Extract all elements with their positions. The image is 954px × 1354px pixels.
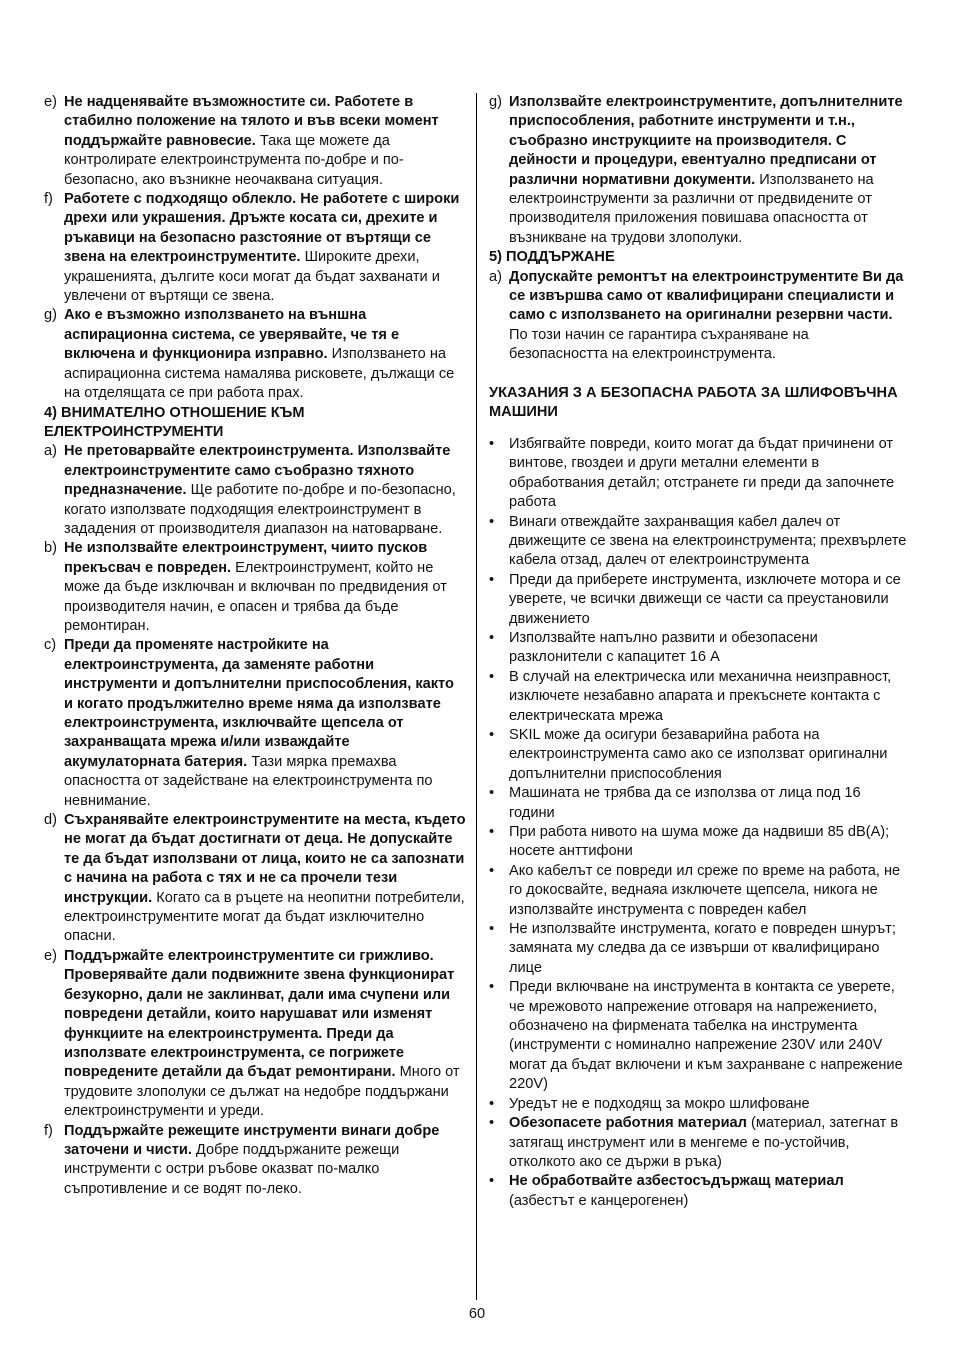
item-regular-text: Много от трудовите злополуки се дължат на недобре поддържани електроинструменти и уреди.	[64, 1064, 460, 1120]
item-text	[509, 784, 910, 823]
item-bold-text: Преди да променяте настройките на електроинструмента, да заменяте работни инструменти и допълнителни приспособления, както и когато продължително време няма да използвате електроинструмента, изключвайте щепсела от захранващата мрежа и/или изваждайте акумулаторната батерия.	[64, 637, 454, 770]
item-text	[64, 190, 466, 306]
item-text	[509, 629, 910, 668]
item-text	[509, 668, 910, 726]
bullet-item	[489, 513, 910, 571]
item-text	[509, 435, 910, 513]
item-bold-text: Съхранявайте електроинструментите на места, където не могат да бъдат достигнати от деца. Не допускайте те да бъдат използвани от лица, които не са запознати с начина на работа с тях и не са прочели тези инструкции.	[64, 812, 466, 906]
bullet-icon: •	[489, 862, 495, 879]
list-item	[44, 93, 466, 190]
item-regular-text: Когато са в ръцете на неопитни потребители, електроинструментите могат да бъдат изключително опасни.	[64, 889, 465, 945]
column-divider	[476, 93, 477, 1300]
bullet-list	[489, 435, 910, 1211]
item-regular-text: Широките дрехи, украшенията, дългите коси могат да бъдат захванати и увлечени от въртящи се звена.	[64, 249, 440, 305]
item-regular-text: Преди включване на инструмента в контакта се уверете, че мрежовото напрежение отговаря на напрежението, обозначено на фирмената табелка на инструмента (инструменти с номинално напрежение 230V или 240V могат да бъдат включени и към захранване с напрежение 220V)	[509, 979, 903, 1093]
item-bold-text: Допускайте ремонтът на електроинструментите Ви да се извършва само от квалифицирани специалисти и само с използването на оригинални резервни части.	[509, 268, 904, 324]
bullet-item	[489, 862, 910, 920]
item-text	[509, 268, 910, 365]
item-regular-text: (азбестът е канцерогенен)	[509, 1192, 689, 1209]
bullet-icon: •	[489, 824, 495, 841]
item-regular-text: Ще работите по-добре и по-безопасно, когато използвате подходящия електроинструмент в зададения от производителя диапазон на натоварване.	[64, 482, 456, 537]
item-marker: c)	[44, 637, 57, 654]
item-regular-text: По този начин се гарантира съхраняване на безопасността на електроинструмента.	[509, 326, 809, 363]
bullet-item	[489, 629, 910, 668]
item-text	[64, 306, 466, 403]
bullet-item	[489, 571, 910, 629]
item-regular-text: Тази мярка премахва опасността от задействане на електроинструмента по невнимание.	[64, 753, 433, 809]
bullet-icon: •	[489, 921, 495, 938]
right-column	[489, 93, 910, 1211]
item-regular-text: Машината не трябва да се използва от лица под 16 години	[509, 785, 861, 821]
bullet-icon: •	[489, 726, 495, 743]
item-marker: f)	[44, 1122, 53, 1139]
bullet-icon: •	[489, 435, 495, 452]
item-marker: e)	[44, 947, 57, 964]
item-regular-text: Не използвайте инструмента, когато е повреден шнурът; замяната му следва да се извърши от квалифицирано лице	[509, 921, 896, 976]
item-regular-text: При работа нивото на шума може да надвиши 85 dB(A); носете анттифони	[509, 824, 890, 860]
list-item	[44, 811, 466, 947]
item-regular-text: Ако кабелът се повреди ил среже по време на работа, не го докосвайте, веднаяа изключете щепсела, никога не използвайте инструмента с повреден кабел	[509, 862, 901, 918]
left-list-2	[44, 442, 466, 1199]
section-4-heading: 4) ВНИМАТЕЛНО ОТНОШЕНИЕ КЪМ ЕЛЕКТРОИНСТРУМЕНТИ	[44, 404, 305, 440]
item-text	[64, 93, 466, 190]
list-item	[489, 93, 910, 248]
bullet-icon: •	[489, 668, 495, 685]
item-regular-text: В случай на електрическа или механична неизправност, изключете незабавно апарата и прекъснете контакта с електрическата мрежа	[509, 668, 892, 724]
item-marker: a)	[44, 443, 57, 460]
list-item	[489, 268, 910, 365]
item-regular-text: Добре поддържаните режещи инструменти с остри ръбове оказват по-малко съпротивление и се водят по-леко.	[64, 1141, 400, 1197]
item-text	[509, 513, 910, 571]
item-text	[509, 571, 910, 629]
item-regular-text: Винаги отвеждайте захранващия кабел далеч от движещите се звена на електроинструмента; прехвърлете кабела отзад, далеч от електроинструмента	[509, 513, 907, 569]
item-bold-text: Обезопасете работния материал	[509, 1115, 747, 1132]
item-bold-text: Не надценявайте възможностите си. Работете в стабилно положение на тялото и във всеки момент поддържайте равновесие.	[64, 94, 439, 149]
item-text	[509, 1172, 910, 1211]
bullet-icon: •	[489, 1095, 495, 1112]
item-bold-text: Не обработвайте азбестосъдържащ материал	[509, 1173, 844, 1190]
bullet-icon: •	[489, 513, 495, 530]
bullet-icon: •	[489, 629, 495, 646]
item-text	[509, 920, 910, 978]
bullet-icon: •	[489, 571, 495, 588]
bullet-item	[489, 726, 910, 784]
item-text	[509, 823, 910, 862]
sanding-safety-heading: УКАЗАНИЯ З А БЕЗОПАСНА РАБОТА ЗА ШЛИФОВЪЧНА МАШИНИ	[489, 385, 898, 421]
item-text	[64, 539, 466, 636]
item-text	[64, 636, 466, 811]
item-marker: e)	[44, 94, 57, 110]
item-regular-text: Използването на електроинструменти за различни от предвидените от производителя приложения повишава опасността от възникване на трудови злополуки.	[509, 171, 874, 246]
item-text	[509, 1114, 910, 1172]
spacer	[489, 423, 910, 435]
item-bold-text: Работете с подходящо облекло. Не работете с широки дрехи или украшения. Дръжте косата си, дрехите и ръкавици на безопасно разстояние от въртящи се звена на електроинструментите.	[64, 191, 460, 266]
item-marker: f)	[44, 191, 53, 208]
item-regular-text: (материал, затегнат в затягащ инструмент или в менгеме е по-устойчив, отколкото ако се държи в ръка)	[509, 1115, 899, 1170]
item-bold-text: Поддържайте електроинструментите си грижливо. Проверявайте дали подвижните звена функционират безукорно, дали не заклинват, дали има счупени или повредени детайли, които нарушават или изменят функциите на електроинструмента. Преди да използвате електроинструмента, се погрижете повредените детайли да бъдат ремонтирани.	[64, 947, 455, 1081]
item-marker: d)	[44, 812, 57, 829]
list-item	[44, 306, 466, 403]
item-marker: g)	[489, 94, 502, 110]
list-item	[44, 947, 466, 1122]
list-item	[44, 539, 466, 636]
item-bold-text: Не претоварвайте електроинструмента. Използвайте електроинструментите само съобразно тяхното предназначение.	[64, 443, 451, 499]
item-regular-text: Преди да приберете инструмента, изключете мотора и се уверете, че всички движещи се части са преустановили движението	[509, 571, 901, 627]
bullet-icon: •	[489, 1115, 495, 1132]
spacer	[489, 365, 910, 384]
item-regular-text: Така ще можете да контролирате електроинструмента по-добре и по-безопасно, ако възникне неочаквана ситуация.	[64, 132, 404, 188]
item-marker: a)	[489, 268, 502, 285]
right-list-1	[489, 93, 910, 248]
item-regular-text: Електроинструмент, който не може да бъде изключван и включван по предвидения от производителя начин, е опасен и трябва да бъде ремонтиран.	[64, 559, 447, 634]
item-bold-text: Не използвайте електроинструмент, чиито пусков прекъсвач е повреден.	[64, 540, 428, 576]
page-number: 60	[468, 1306, 486, 1322]
item-regular-text: Използването на аспирационна система намалява рисковете, дължащи се на отделящата се при работа прах.	[64, 346, 455, 402]
bullet-item	[489, 1172, 910, 1211]
right-list-2	[489, 268, 910, 365]
item-text	[509, 862, 910, 920]
bullet-icon: •	[489, 1173, 495, 1190]
bullet-item	[489, 920, 910, 978]
bullet-item	[489, 1095, 910, 1114]
list-item	[44, 190, 466, 306]
item-regular-text: SKIL може да осигури безаварийна работа на електроинструмента само ако се използват оригинални допълнителни приспособления	[509, 726, 888, 782]
item-regular-text: Използвайте напълно развити и обезопасени разклонители с капацитет 16 А	[509, 629, 818, 666]
item-bold-text: Ако е възможно използването на външна аспирационна система, се уверявайте, че тя е включена и функционира изправно.	[64, 307, 400, 363]
section-5-heading: 5) ПОДДЪРЖАНЕ	[489, 249, 615, 266]
bullet-icon: •	[489, 979, 495, 996]
list-item	[44, 442, 466, 539]
bullet-item	[489, 435, 910, 513]
left-list-1	[44, 93, 466, 404]
list-item	[44, 1122, 466, 1200]
bullet-item	[489, 784, 910, 823]
item-bold-text: Използвайте електроинструментите, допълнителните приспособления, работните инструменти и т.н., съобразно инструкциите на производителя. С дейности и процедури, евентуално предписани от различни нормативни документи.	[509, 94, 903, 188]
item-text	[64, 442, 466, 539]
left-column	[44, 93, 466, 1199]
item-regular-text: Избягвайте повреди, които могат да бъдат причинени от винтове, гвоздеи и други метални елементи в обработвания детайл; отстранете ги преди да започнете работа	[509, 435, 895, 511]
item-text	[509, 726, 910, 784]
item-marker: g)	[44, 307, 57, 324]
item-bold-text: Поддържайте режещите инструменти винаги добре заточени и чисти.	[64, 1122, 440, 1158]
item-text	[509, 978, 910, 1094]
item-text	[64, 1122, 466, 1200]
item-text	[64, 947, 466, 1122]
item-marker: b)	[44, 540, 57, 557]
bullet-item	[489, 978, 910, 1094]
list-item	[44, 636, 466, 811]
bullet-item	[489, 1114, 910, 1172]
item-text	[64, 811, 466, 947]
item-text	[509, 93, 910, 248]
bullet-icon: •	[489, 785, 495, 802]
bullet-item	[489, 668, 910, 726]
item-regular-text: Уредът не е подходящ за мокро шлифоване	[509, 1095, 810, 1112]
bullet-item	[489, 823, 910, 862]
item-text	[509, 1095, 910, 1114]
